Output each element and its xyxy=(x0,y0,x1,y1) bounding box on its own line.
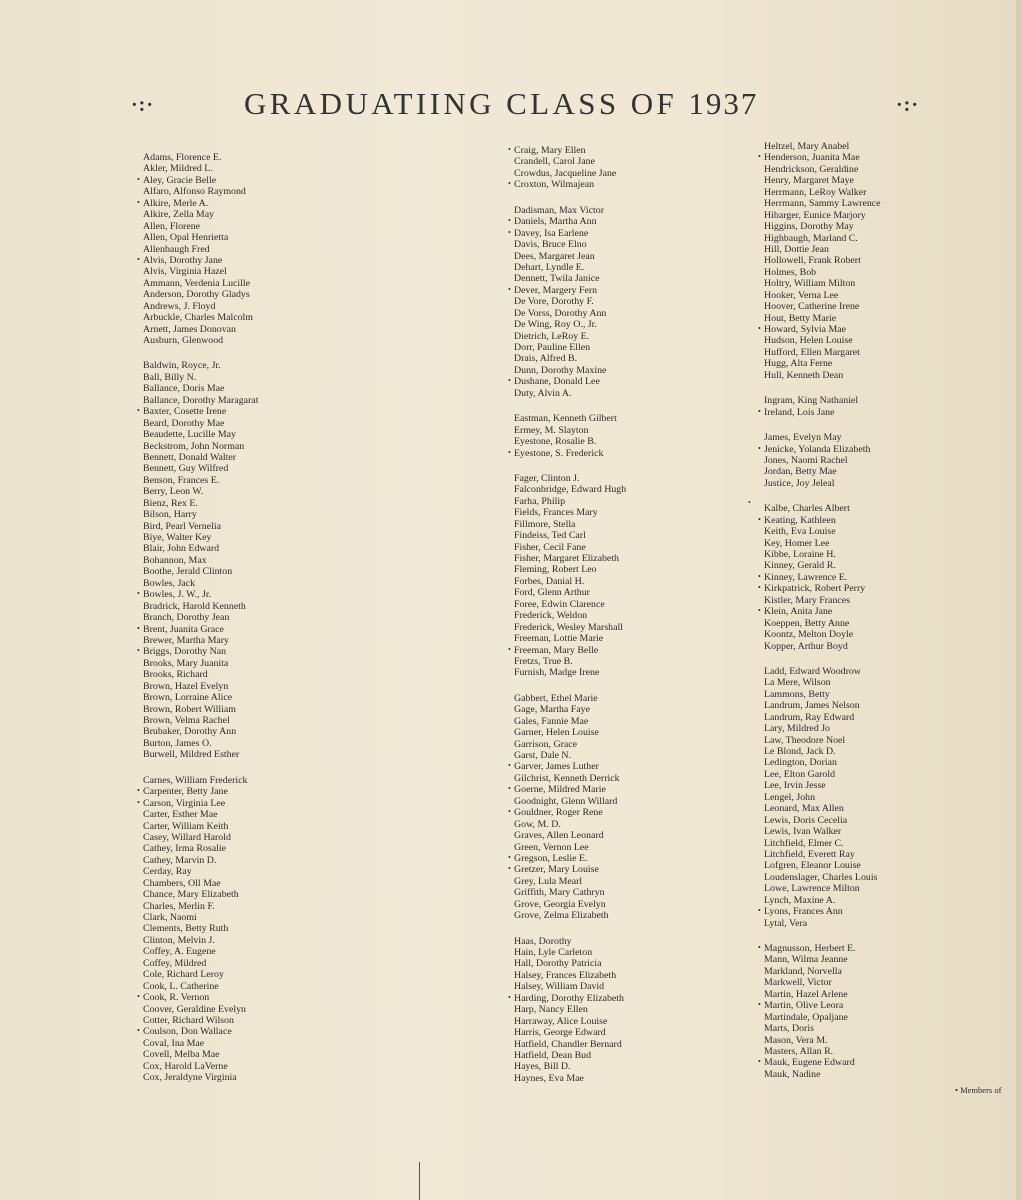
right-ornament: ·:· xyxy=(896,94,919,116)
graduate-name: • Martin, Olive Leora xyxy=(758,1000,881,1011)
graduate-name: Lengel, John xyxy=(764,791,816,803)
title-year: 1937 xyxy=(688,86,759,121)
graduate-name: Coval, Ina Mae xyxy=(143,1037,205,1049)
graduate-name: Haynes, Eva Mae xyxy=(514,1072,584,1084)
graduate-name: Halsey, William David xyxy=(514,981,605,993)
graduate-name: Hooker, Verna Lee xyxy=(764,289,839,301)
graduate-name: • Bowles, J. W., Jr. xyxy=(137,589,258,600)
graduate-name: Ballance, Dorothy Maragarat xyxy=(143,394,259,406)
graduate-name: Burwell, Mildred Esther xyxy=(143,749,240,761)
graduate-name: Ausburn, Glenwood xyxy=(143,335,224,346)
graduate-name: Lary, Mildred Jo xyxy=(764,723,830,735)
graduate-name: Allen, Opal Henrietta xyxy=(143,232,229,244)
graduate-name: Biye, Walter Key xyxy=(143,532,212,543)
graduate-name: Clinton, Melvin J. xyxy=(143,934,215,946)
graduate-name: Benson, Frances E. xyxy=(143,474,220,486)
graduate-name: Kinney, Gerald R. xyxy=(764,560,836,572)
graduate-name: Halsey, Frances Elizabeth xyxy=(514,969,617,981)
graduate-name: Arnett, James Donovan xyxy=(143,323,236,335)
stray-bullet-mark: • xyxy=(748,498,751,507)
graduate-name: Herrmann, Sammy Lawrence xyxy=(764,198,881,210)
graduate-name: Highbaugh, Marland C. xyxy=(764,232,858,244)
graduate-name: Crandell, Carol Jane xyxy=(514,156,595,168)
graduate-name: Brown, Lorraine Alice xyxy=(143,692,233,704)
graduate-name: Falconbridge, Edward Hugh xyxy=(514,484,627,496)
graduate-name: • Gouldner, Roger Rene xyxy=(508,807,626,818)
graduate-name: • Kinney, Lawrence E. xyxy=(758,572,881,583)
section-gap xyxy=(758,489,881,503)
section-gap xyxy=(508,679,626,693)
graduate-name: Dunn, Dorothy Maxine xyxy=(514,364,607,376)
graduate-name: Ledington, Dorian xyxy=(764,757,837,769)
graduate-name: Dennett, Twila Janice xyxy=(514,273,600,285)
graduate-name: De Vorss, Dorothy Ann xyxy=(514,307,607,319)
graduate-name: Brown, Robert William xyxy=(143,703,236,715)
section-gap xyxy=(508,399,626,413)
graduate-name: Frederick, Wesley Marshall xyxy=(514,621,623,633)
graduate-name: Lynch, Maxine A. xyxy=(764,894,836,906)
graduate-name: Leonard, Max Allen xyxy=(764,803,844,815)
graduate-name: Alvis, Virginia Hazel xyxy=(143,266,227,278)
page-edge xyxy=(1016,0,1022,1200)
graduate-name: Fager, Clinton J. xyxy=(514,472,580,484)
names-column-3 xyxy=(758,141,881,1080)
graduate-name: Alkire, Zella May xyxy=(143,209,215,221)
graduate-name: Dadisman, Max Victor xyxy=(514,204,605,216)
graduate-name: Gilchrist, Kenneth Derrick xyxy=(514,772,620,784)
names-column-2 xyxy=(508,145,626,1084)
graduate-name: Lee, Irvin Jesse xyxy=(764,780,826,792)
graduate-name: • Coulson, Don Wallace xyxy=(137,1026,258,1037)
graduate-name: Hudson, Helen Louise xyxy=(764,335,853,347)
graduate-name: Covell, Melba Mae xyxy=(143,1049,220,1061)
graduate-name: Lowe, Lawrence Milton xyxy=(764,883,860,895)
graduate-name: • Alkire, Merle A. xyxy=(137,198,258,209)
graduate-name: • Gretzer, Mary Louise xyxy=(508,864,626,875)
graduate-name: Hoover, Catherine Irene xyxy=(764,301,860,313)
graduate-name: Heltzel, Mary Anabel xyxy=(764,141,850,152)
graduate-name: Higgins, Dorothy May xyxy=(764,221,854,233)
graduate-name: Cole, Richard Leroy xyxy=(143,969,224,981)
graduate-name: Gales, Fannie Mae xyxy=(514,715,589,727)
graduate-name: Bennett, Donald Walter xyxy=(143,451,237,463)
page-header xyxy=(0,86,1022,126)
graduate-name: Crowdus, Jacqueline Jane xyxy=(514,167,617,179)
graduate-name: Ballance, Doris Mae xyxy=(143,383,225,395)
graduate-name: Cathey, Marvin D. xyxy=(143,854,217,866)
section-gap xyxy=(758,381,881,395)
graduate-name: Harp, Nancy Ellen xyxy=(514,1004,588,1016)
graduate-name: Akler, Mildred L. xyxy=(143,163,213,175)
graduate-name: Hollowell, Frank Robert xyxy=(764,255,861,267)
graduate-name: Harraway, Alice Louise xyxy=(514,1015,608,1027)
graduate-name: Landrum, James Nelson xyxy=(764,700,860,712)
graduate-name: Harris, George Edward xyxy=(514,1027,606,1039)
graduate-name: Markwell, Victor xyxy=(764,977,832,989)
graduate-name: • Carpenter, Betty Jane xyxy=(137,786,258,797)
graduate-name: Coffey, Mildred xyxy=(143,957,207,969)
graduate-name: Cotter, Richard Wilson xyxy=(143,1014,234,1026)
graduate-name: • Howard, Sylvia Mae xyxy=(758,324,881,335)
page-fold-line xyxy=(419,1162,420,1200)
graduate-name: Bennett, Guy Wilfred xyxy=(143,463,229,475)
graduate-name: Lammons, Betty xyxy=(764,688,830,700)
graduate-name: • Harding, Dorothy Elizabeth xyxy=(508,993,626,1004)
graduate-name: Garst, Dale N. xyxy=(514,750,572,761)
graduate-name: Frederick, Weldon xyxy=(514,610,588,622)
graduate-name: • Dushane, Donald Lee xyxy=(508,376,626,387)
graduate-name: Allenbaugh Fred xyxy=(143,243,210,255)
graduate-name: • Garver, James Luther xyxy=(508,761,626,772)
section-gap xyxy=(758,418,881,432)
graduate-name: Bilson, Harry xyxy=(143,509,197,521)
membership-footnote: • Members of xyxy=(955,1085,1002,1095)
graduate-name: Charles, Merlin F. xyxy=(143,900,215,912)
graduate-name: Hibarger, Eunice Marjory xyxy=(764,209,866,221)
graduate-name: • Daniels, Martha Ann xyxy=(508,216,626,227)
graduate-name: Bird, Pearl Vernelia xyxy=(143,520,221,532)
graduate-name: • Carson, Virginia Lee xyxy=(137,798,258,809)
graduate-name: Fillmore, Stella xyxy=(514,518,576,530)
graduate-name: Marts, Doris xyxy=(764,1023,814,1035)
graduate-name: Beckstrom, John Norman xyxy=(143,440,245,452)
graduate-name: Gow, M. D. xyxy=(514,818,561,830)
graduate-name: Carnes, William Frederick xyxy=(143,774,248,786)
graduate-name: Clements, Betty Ruth xyxy=(143,923,229,935)
graduate-name: Chambers, Oll Mae xyxy=(143,877,221,889)
graduate-name: Loudenslager, Charles Louis xyxy=(764,871,878,883)
graduate-name: Dehart, Lyndle E. xyxy=(514,261,585,273)
graduate-name: Ford, Glenn Arthur xyxy=(514,587,590,599)
graduate-name: Hout, Betty Marie xyxy=(764,312,837,324)
graduate-name: Brooks, Richard xyxy=(143,669,208,681)
graduate-name: • Craig, Mary Ellen xyxy=(508,145,626,156)
section-gap xyxy=(508,459,626,473)
graduate-name: Allen, Florene xyxy=(143,220,201,232)
section-gap xyxy=(137,346,258,360)
graduate-name: Brewer, Martha Mary xyxy=(143,634,229,646)
graduate-name: Dees, Margaret Jean xyxy=(514,250,595,262)
graduate-name: Coffey, A. Eugene xyxy=(143,946,216,958)
graduate-name: • Henderson, Juanita Mae xyxy=(758,152,881,163)
graduate-name: Litchfield, Elmer C. xyxy=(764,837,844,849)
graduate-name: • Magnusson, Herbert E. xyxy=(758,943,881,954)
graduate-name: Ball, Billy N. xyxy=(143,371,197,383)
section-gap xyxy=(758,652,881,666)
graduate-name: • Goerne, Mildred Marie xyxy=(508,784,626,795)
graduate-name: Fields, Frances Mary xyxy=(514,507,598,519)
title-text: GRADUATIING CLASS OF xyxy=(244,86,678,121)
graduate-name: Eastman, Kenneth Gilbert xyxy=(514,413,617,425)
graduate-name: Freeman, Lottie Marie xyxy=(514,633,604,645)
graduate-name: Green, Vernon Lee xyxy=(514,841,589,853)
graduate-name: • Croxton, Wilmajean xyxy=(508,179,626,190)
section-gap xyxy=(137,761,258,775)
graduate-name: Carter, William Keith xyxy=(143,820,229,832)
graduate-name: Lytal, Vera xyxy=(764,917,808,929)
graduate-name: Henry, Margaret Maye xyxy=(764,175,854,187)
graduate-name: James, Evelyn May xyxy=(764,432,842,444)
graduate-name: • Klein, Anita Jane xyxy=(758,606,881,617)
graduate-name: Brown, Hazel Evelyn xyxy=(143,680,229,692)
graduate-name: Garrison, Grace xyxy=(514,738,578,750)
graduate-name: Cook, L. Catherine xyxy=(143,980,219,992)
graduate-name: Griffith, Mary Cathryn xyxy=(514,887,605,899)
graduate-name: Hall, Dorothy Patricia xyxy=(514,958,602,970)
graduate-name: • Cook, R. Vernon xyxy=(137,992,258,1003)
graduate-name: Markland, Norvella xyxy=(764,965,842,977)
graduate-name: Hain, Lyle Carleton xyxy=(514,947,593,958)
graduate-name: Justice, Joy Jeleal xyxy=(764,477,835,489)
graduate-name: Fisher, Margaret Elizabeth xyxy=(514,553,619,564)
graduate-name: Hayes, Bill D. xyxy=(514,1061,571,1073)
graduate-name: Drais, Alfred B. xyxy=(514,353,578,365)
graduate-name: Holtry, William Milton xyxy=(764,278,856,290)
graduate-name: Grove, Zelma Elizabeth xyxy=(514,910,609,922)
graduate-name: Ladd, Edward Woodrow xyxy=(764,665,861,677)
graduate-name: Litchfield, Everett Ray xyxy=(764,848,855,860)
graduate-name: • Aley, Gracie Belle xyxy=(137,175,258,186)
graduate-name: Jordan, Betty Mae xyxy=(764,466,837,478)
graduate-name: Cerday, Ray xyxy=(143,866,192,878)
graduate-name: Cathey, Irma Rosalie xyxy=(143,843,226,855)
graduate-name: Hatfield, Chandler Bernard xyxy=(514,1038,622,1050)
graduate-name: • Dever, Margery Fern xyxy=(508,285,626,296)
graduate-name: Foree, Edwin Clarence xyxy=(514,598,605,610)
graduate-name: Bradrick, Harold Kenneth xyxy=(143,600,246,612)
graduate-name: Clark, Naomi xyxy=(143,912,197,923)
graduate-name: Forbes, Danial H. xyxy=(514,575,585,587)
graduate-name: Cox, Jeraldyne Virginia xyxy=(143,1072,237,1084)
graduate-name: Bohannon, Max xyxy=(143,554,207,566)
graduate-name: • Freeman, Mary Belle xyxy=(508,645,626,656)
graduate-name: Furnish, Madge Irene xyxy=(514,667,600,679)
graduate-name: Boothe, Jerald Clinton xyxy=(143,566,233,578)
graduate-name: Key, Homer Lee xyxy=(764,537,830,549)
graduate-name: Dorr, Pauline Ellen xyxy=(514,342,591,353)
graduate-name: Carter, Esther Mae xyxy=(143,809,218,821)
graduate-name: • Keating, Kathleen xyxy=(758,515,881,526)
graduate-name: Herrmann, LeRoy Walker xyxy=(764,186,867,198)
graduate-name: Garner, Helen Louise xyxy=(514,727,599,739)
graduate-name: Gage, Martha Faye xyxy=(514,704,590,716)
graduate-name: Beaudette, Lucille May xyxy=(143,429,236,441)
graduate-name: Mason, Vera M. xyxy=(764,1034,828,1046)
graduate-name: • Eyestone, S. Frederick xyxy=(508,448,626,459)
graduate-name: Grove, Georgia Evelyn xyxy=(514,898,606,910)
graduate-name: Lee, Elton Garold xyxy=(764,768,836,780)
graduate-name: Koeppen, Betty Anne xyxy=(764,617,850,629)
graduate-name: Landrum, Ray Edward xyxy=(764,711,855,723)
graduate-name: Gabbert, Ethel Marie xyxy=(514,692,598,704)
graduate-name: Kalbe, Charles Albert xyxy=(764,503,850,515)
graduate-name: Kibbe, Loraine H. xyxy=(764,549,836,560)
graduate-name: Jones, Naomi Rachel xyxy=(764,454,848,466)
graduate-name: Lewis, Ivan Walker xyxy=(764,826,842,838)
graduate-name: Andrews, J. Floyd xyxy=(143,300,216,312)
graduate-name: Martindale, Opaljane xyxy=(764,1011,848,1023)
graduate-name: Brubaker, Dorothy Ann xyxy=(143,726,237,738)
graduate-name: Blair, John Edward xyxy=(143,543,220,555)
graduate-name: • Lyons, Frances Ann xyxy=(758,906,881,917)
graduate-name: Cox, Harold LaVerne xyxy=(143,1060,228,1072)
graduate-name: Kistler, Mary Frances xyxy=(764,594,850,606)
graduate-name: Hufford, Ellen Margaret xyxy=(764,346,860,358)
graduate-name: Martin, Hazel Arlene xyxy=(764,988,848,1000)
page-title xyxy=(244,86,758,122)
graduate-name: La Mere, Wilson xyxy=(764,677,831,689)
section-gap xyxy=(508,191,626,205)
graduate-name: • Brent, Juanita Grace xyxy=(137,624,258,635)
graduate-name: Burton, James O. xyxy=(143,737,212,749)
graduate-name: Masters, Allan R. xyxy=(764,1045,834,1057)
graduate-name: Keith, Eva Louise xyxy=(764,526,836,538)
graduate-name: Coover, Geraldine Evelyn xyxy=(143,1003,246,1015)
graduate-name: • Davey, Isa Earlene xyxy=(508,228,626,239)
graduate-name: Dietrich, LeRoy E. xyxy=(514,330,590,342)
graduate-name: Hill, Dottie Jean xyxy=(764,243,829,255)
graduate-name: Alfaro, Alfonso Raymond xyxy=(143,186,246,198)
graduate-name: Adams, Florence E. xyxy=(143,152,222,163)
graduate-name: Le Blond, Jack D. xyxy=(764,746,836,757)
graduate-name: Grey, Lula Mearl xyxy=(514,875,583,887)
graduate-name: Hatfield, Dean Bud xyxy=(514,1049,592,1061)
graduate-name: Goodnight, Glenn Willard xyxy=(514,795,618,807)
graduate-name: • Briggs, Dorothy Nan xyxy=(137,646,258,657)
graduate-name: Kopper, Arthur Boyd xyxy=(764,640,848,652)
graduate-name: Anderson, Dorothy Gladys xyxy=(143,289,250,301)
section-gap xyxy=(508,922,626,936)
graduate-name: Brooks, Mary Juanita xyxy=(143,657,229,669)
graduate-name: • Mauk, Eugene Edward xyxy=(758,1057,881,1068)
graduate-name: De Vore, Dorothy F. xyxy=(514,296,594,308)
graduate-name: Haas, Dorothy xyxy=(514,935,572,947)
graduate-name: Eyestone, Rosalie B. xyxy=(514,436,597,448)
graduate-name: Duty, Alvin A. xyxy=(514,387,572,399)
graduate-name: Baldwin, Royce, Jr. xyxy=(143,360,221,372)
graduate-name: Arbuckle, Charles Malcolm xyxy=(143,312,253,324)
graduate-name: Brown, Velma Rachel xyxy=(143,715,230,726)
graduate-name: Findeiss, Ted Carl xyxy=(514,530,586,542)
left-ornament: ·:· xyxy=(131,94,154,116)
graduate-name: Law, Theodore Noel xyxy=(764,734,846,746)
graduate-name: Hull, Kenneth Dean xyxy=(764,369,844,381)
graduate-name: • Jenicke, Yolanda Elizabeth xyxy=(758,444,881,455)
graduate-name: Ermey, M. Slayton xyxy=(514,424,589,436)
graduate-name: Hugg, Alta Ferne xyxy=(764,358,833,370)
graduate-name: Fleming, Robert Leo xyxy=(514,564,597,576)
graduate-name: De Wing, Roy O., Jr. xyxy=(514,319,597,331)
graduate-name: Farha, Philip xyxy=(514,495,566,507)
graduate-name: Berry, Leon W. xyxy=(143,486,204,498)
graduate-name: Fisher, Cecil Fane xyxy=(514,541,586,553)
names-column-1 xyxy=(137,152,258,1084)
graduate-name: • Kirkpatrick, Robert Perry xyxy=(758,583,881,594)
graduate-name: Lewis, Doris Cecelia xyxy=(764,814,848,826)
graduate-name: Hendrickson, Geraldine xyxy=(764,163,859,175)
graduate-name: • Gregson, Leslie E. xyxy=(508,853,626,864)
graduate-name: • Ireland, Lois Jane xyxy=(758,407,881,418)
graduate-name: Graves, Allen Leonard xyxy=(514,830,604,842)
graduate-name: Casey, Willard Harold xyxy=(143,831,231,843)
graduate-name: Lofgren, Eleanor Louise xyxy=(764,860,861,872)
graduate-name: Branch, Dorothy Jean xyxy=(143,612,230,624)
graduate-name: Koontz, Melton Doyle xyxy=(764,629,854,641)
graduate-name: Davis, Bruce Elno xyxy=(514,239,587,251)
graduate-name: Bowles, Jack xyxy=(143,577,196,589)
graduate-name: Chance, Mary Elizabeth xyxy=(143,889,239,901)
graduate-name: Ingram, King Nathaniel xyxy=(764,395,859,407)
graduate-name: Fretzs, True B. xyxy=(514,655,573,667)
graduate-name: Bienz, Rex E. xyxy=(143,497,198,509)
graduate-name: • Baxter, Cosette Irene xyxy=(137,406,258,417)
graduate-name: Mauk, Nadine xyxy=(764,1068,821,1080)
graduate-name: Holmes, Bob xyxy=(764,266,817,278)
graduate-name: Beard, Dorothy Mae xyxy=(143,417,225,429)
graduate-name: Ammann, Verdenia Lucille xyxy=(143,277,251,289)
graduate-name: • Alvis, Dorothy Jane xyxy=(137,255,258,266)
graduate-name: Mann, Wilma Jeanne xyxy=(764,954,848,966)
section-gap xyxy=(758,929,881,943)
